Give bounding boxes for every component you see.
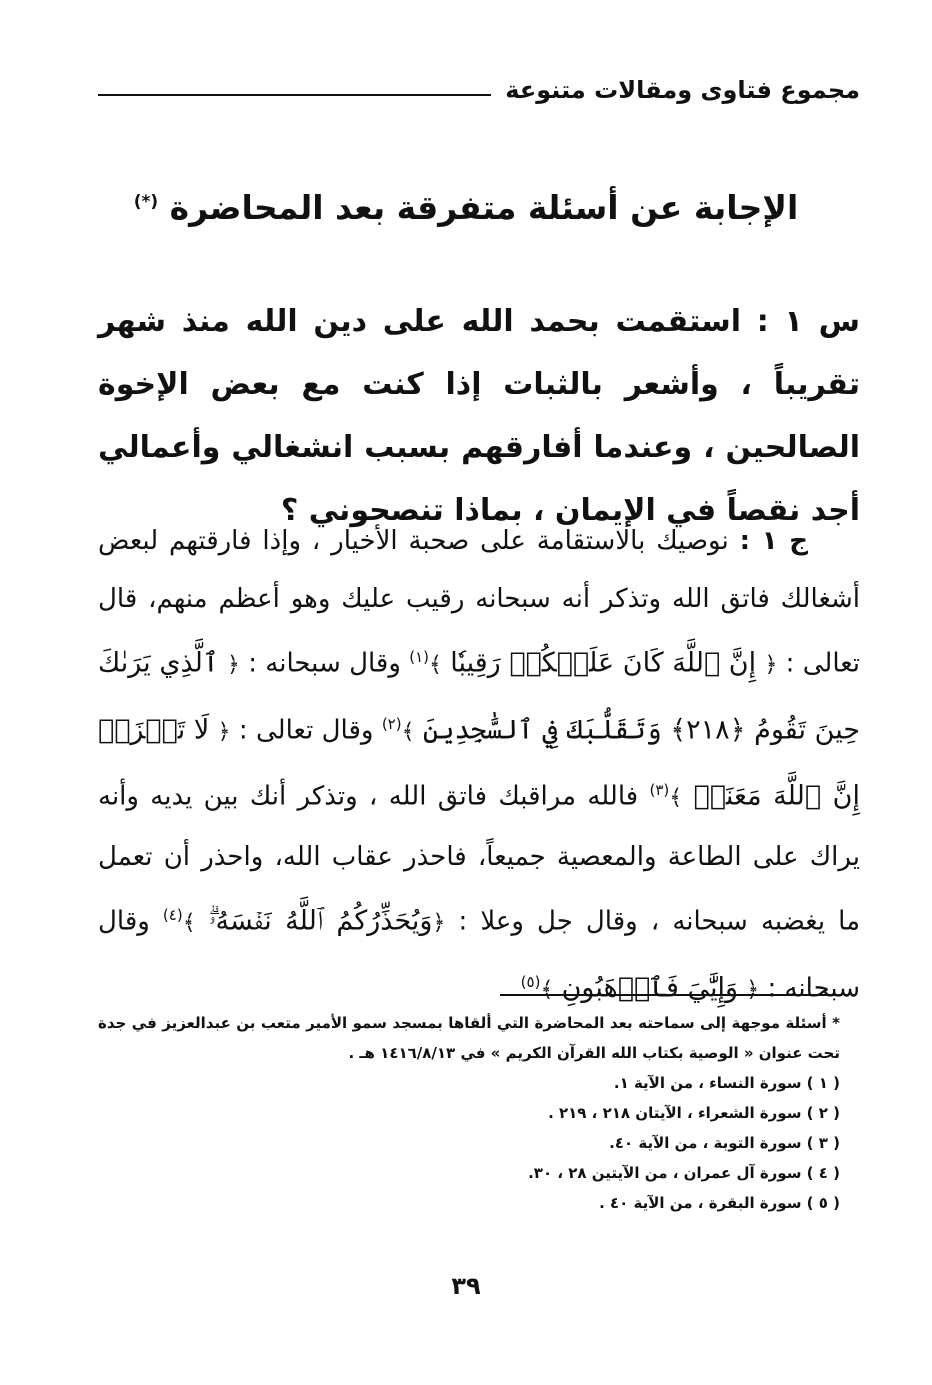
footnote-item: ( ٥ ) سورة البقرة ، من الآية ٤٠ . (599, 1194, 840, 1212)
footnote-item: ( ٢ ) سورة الشعراء ، الآيتان ٢١٨ ، ٢١٩ . (548, 1104, 840, 1122)
header-rule (98, 94, 491, 96)
footnote-ref-5: (٥) (520, 972, 541, 991)
footnotes (98, 1008, 840, 1218)
quran-verse-3: لَا تَحۡزَنۡ إِنَّ ٱللَّهَ مَعَنَاۖ (98, 714, 860, 812)
ornate-bracket-close-icon: ﴾ (540, 977, 554, 1003)
footnote-ref-3: (٣) (649, 781, 670, 800)
ornate-bracket-close-icon: ﴾ (401, 719, 415, 745)
title-footnote-mark: (*) (133, 192, 159, 212)
answer-text-2: وقال سبحانه : (248, 648, 401, 679)
running-header-text: مجموع فتاوى ومقالات متنوعة (505, 76, 860, 104)
question-block (98, 290, 860, 542)
ornate-bracket-open-icon: ﴿ (746, 977, 760, 1003)
question-text: س ١ : استقمت بحمد الله على دين الله منذ شهر تقريباً ، وأشعر بالثبات إذا كنت مع بعض الإخوة الصالحين ، وعندما أفارقهم بسبب انشغالي وأعمالي أجد نقصاً في الإيمان ، بماذا تنصحوني ؟ (98, 304, 860, 528)
quran-verse-4: وَيُحَذِّرُكُمُ ٱللَّهُ نَفۡسَهُۥۗ (208, 905, 433, 937)
footnote-item: ( ١ ) سورة النساء ، من الآية ١. (613, 1074, 840, 1092)
ornate-bracket-open-icon: ﴿ (764, 652, 778, 678)
ornate-bracket-close-icon: ﴾ (182, 910, 196, 936)
footnote-item: ( ٤ ) سورة آل عمران ، من الآيتين ٢٨ ، ٣٠. (528, 1164, 840, 1182)
answer-text-3: وقال تعالى : (238, 715, 374, 746)
footnote-ref-4: (٤) (162, 905, 183, 924)
footnote-main: * أسئلة موجهة إلى سماحته بعد المحاضرة التي ألقاها بمسجد سمو الأمير متعب بن عبدالعزيز في جدة تحت عنوان « الوصية بكتاب الله القرآن الكريم » في ١٤١٦/٨/١٣ هـ . (98, 1014, 840, 1062)
ornate-bracket-close-icon: ﴾ (669, 785, 683, 811)
answer-text-5: وقال سبحانه : (98, 906, 860, 1004)
footnote-ref-2: (٢) (381, 714, 402, 733)
answer-text-4: فالله مراقبك فاتق الله ، وتذكر أنك بين يديه وأنه يراك على الطاعة والمعصية جميعاً، فاحذر عقاب الله، واحذر أن تعمل ما يغضبه سبحانه ، وقال جل وعلا : (98, 781, 861, 937)
quran-verse-1: إِنَّ ٱللَّهَ كَانَ عَلَيۡكُمۡ رَقِيبٗا (450, 647, 757, 679)
running-header (98, 74, 860, 106)
answer-block (98, 512, 860, 1019)
section-title (0, 188, 932, 227)
answer-text-1: نوصيك بالاستقامة على صحبة الأخيار ، وإذا فارقتهم لبعض أشغالك فاتق الله وتذكر أنه سبحانه رقيب عليك وهو أعظم منهم، قال تعالى : (98, 526, 861, 679)
ornate-bracket-close-icon: ﴾ (429, 652, 442, 678)
ornate-bracket-open-icon: ﴿ (227, 652, 240, 678)
section-title-text: الإجابة عن أسئلة متفرقة بعد المحاضرة (169, 188, 799, 227)
answer-lead: ج ١ : (739, 526, 809, 556)
quran-verse-2: ٱلَّذِي يَرَىٰكَ حِينَ تَقُومُ ﴿٢١٨﴾ وَتَقَلُّبَكَ فِي ٱلسَّٰجِدِينَ (98, 647, 861, 746)
page-number: ٣٩ (451, 1272, 481, 1300)
footnote-ref-1: (١) (409, 648, 430, 666)
answer-paragraph (98, 512, 860, 1019)
quran-verse-5: وَإِيَّٰيَ فَٱرۡهَبُونِ (561, 972, 739, 1004)
ornate-bracket-open-icon: ﴿ (217, 719, 231, 745)
footnote-item: ( ٣ ) سورة التوبة ، من الآية ٤٠. (609, 1134, 840, 1152)
footnote-separator (500, 994, 836, 996)
ornate-bracket-open-icon: ﴿ (432, 910, 446, 936)
